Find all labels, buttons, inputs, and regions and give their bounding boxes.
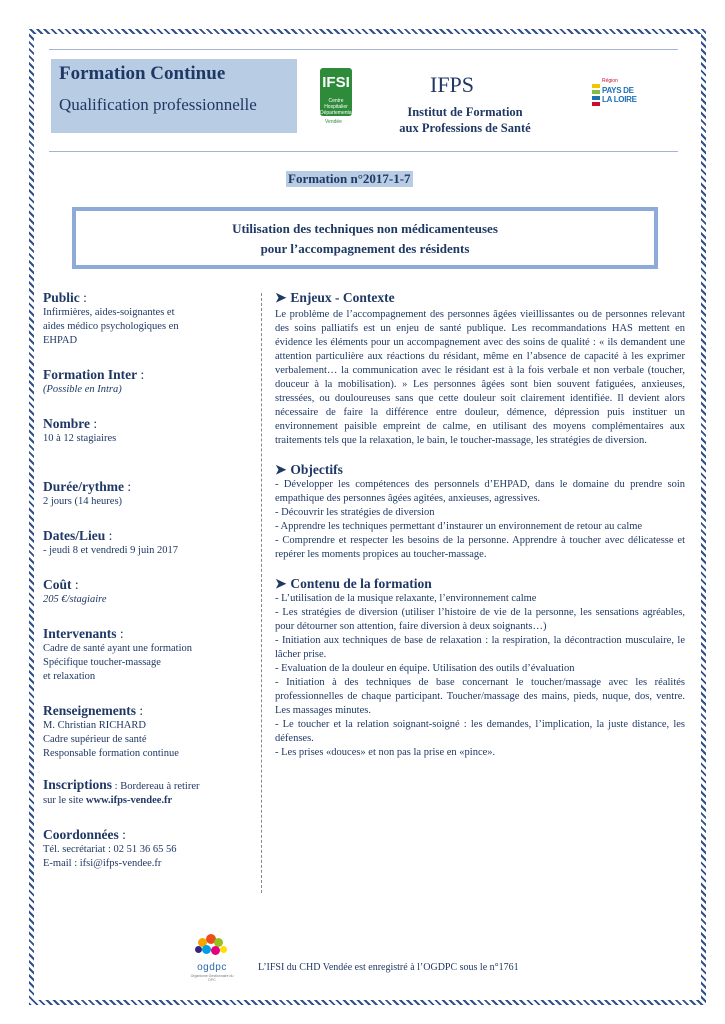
course-title-line-1: Utilisation des techniques non médicamenteuses [232, 221, 498, 236]
coordonnees-phone: Tél. secrétariat : 02 51 36 65 56 [43, 844, 177, 855]
header-divider [49, 151, 678, 152]
enjeux-heading-label: Enjeux - Contexte [290, 290, 395, 305]
renseignements-line: Responsable formation continue [43, 748, 179, 759]
public-line: aides médico psychologiques en [43, 321, 179, 332]
public-heading: Public : [43, 290, 87, 305]
ifps-title: IFPS [430, 72, 475, 97]
region-name: PAYS DE LA LOIRE [602, 86, 637, 104]
box-title: Formation Continue [59, 63, 226, 84]
coordonnees-heading-label: Coordonnées [43, 827, 119, 842]
enjeux-text: Le problème de l’accompagnement des personnes âgées vieillissantes ou de personnes relevant des soins palliatifs est un enjeu de santé publique. Les recommandations HAS mettent en évidence les éléments pour un accompagnement avec des soins de qualité : « ils demandent une attention particulière aux réactions du résidant, même en l’absence de capacité à les exprimer verbalement… la communication avec le résidant est à la fois verbale et non verbale (toucher, douceur à la mobilisation). » Les personnes âgées sont bien souvent fatiguées, anxieuses, stressées, ou douloureuses sans que cette douleur soit clairement identifiée. Il devient alors nécessaire de faire la différence entre douleur, démence, dépression puis instituer un environnement paisible empreint de calme, en utilisant des moyens complémentaires aux traitements tels que la relaxation, le bain, le toucher-massage, les stratégies de diversion. [275, 309, 685, 446]
public-heading-label: Public [43, 290, 80, 305]
nombre-text: 10 à 12 stagiaires [43, 433, 117, 444]
right-column [275, 290, 685, 760]
contenu-item: - Les stratégies de diversion (utiliser l’histoire de vie de la personne, les sensations agréables, pour détourner son attention, faire diversion à deux soignants…) [275, 607, 685, 632]
renseignements-line: Cadre supérieur de santé [43, 734, 147, 745]
inscriptions-line-2 [43, 794, 258, 808]
contenu-item: - Les prises «douces» et non pas la prise en «pince». [275, 747, 496, 758]
formation-continue-box [51, 59, 297, 133]
footer-note: L’IFSI du CHD Vendée est enregistré à l’OGDPC sous le n°1761 [258, 962, 519, 973]
nombre-heading-label: Nombre [43, 416, 90, 431]
duree-text: 2 jours (14 heures) [43, 496, 123, 507]
inter-heading: Formation Inter : [43, 367, 145, 382]
arrow-icon: ➤ [275, 290, 287, 305]
ifsi-logo [320, 68, 352, 116]
renseignements-heading-label: Renseignements [43, 703, 136, 718]
duree-heading: Durée/rythme : [43, 479, 132, 494]
formation-number: Formation n°2017-1-7 [288, 171, 411, 186]
inter-heading-label: Formation Inter [43, 367, 138, 382]
public-line: EHPAD [43, 335, 78, 346]
coordonnees-heading: Coordonnées : [43, 827, 126, 842]
contenu-heading [275, 576, 685, 592]
box-subtitle: Qualification professionnelle [59, 95, 257, 114]
region-label: Région [602, 78, 618, 84]
inscriptions-heading: Inscriptions [43, 777, 113, 792]
dates-heading-label: Dates/Lieu [43, 528, 106, 543]
inter-text: (Possible en Intra) [43, 384, 122, 395]
dates-text: - jeudi 8 et vendredi 9 juin 2017 [43, 545, 179, 556]
course-title-box [72, 207, 658, 269]
objectifs-heading-label: Objectifs [290, 462, 343, 477]
coordonnees-email: E-mail : ifsi@ifps-vendee.fr [43, 858, 162, 869]
inscriptions-inline: : Bordereau à retirer [112, 781, 200, 792]
dates-heading: Dates/Lieu : [43, 528, 113, 543]
course-title [76, 219, 654, 259]
inscriptions-prefix: sur le site [43, 795, 86, 806]
ogdpc-logo-text: ogdpc [197, 962, 227, 973]
ifsi-logo-letters: IFSI [322, 74, 350, 91]
cout-text: 205 €/stagiaire [43, 594, 107, 605]
ifsi-logo-caption: Vendée [325, 119, 342, 125]
objectifs-heading [275, 462, 685, 478]
cout-heading: Coût : [43, 577, 79, 592]
ifsi-logo-text: Centre Hospitalier Départemental [320, 98, 353, 116]
contenu-item: - Initiation à des techniques de base concernant le toucher/massage avec les réalités professionnelles de chaque participant. Toucher/massage des mains, pieds, nuque, dos, ventre. Les massages minutes. [275, 677, 685, 716]
renseignements-heading: Renseignements : [43, 703, 144, 718]
region-logo-bars [592, 84, 600, 108]
left-column [43, 290, 258, 871]
intervenants-line: et relaxation [43, 671, 96, 682]
nombre-heading: Nombre : [43, 416, 98, 431]
objectifs-item: - Comprendre et respecter les besoins de la personne. Apprendre à toucher avec délicatesse et repérer les moments propices au toucher-massage. [275, 535, 685, 560]
arrow-icon: ➤ [275, 576, 287, 591]
institute-name [380, 104, 550, 136]
intervenants-line: Spécifique toucher-massage [43, 657, 161, 668]
pays-de-la-loire-logo [592, 78, 644, 108]
inscriptions-block [43, 776, 258, 794]
intervenants-heading: Intervenants : [43, 626, 124, 641]
renseignements-line: M. Christian RICHARD [43, 720, 146, 731]
public-line: Infirmières, aides-soignantes et [43, 307, 175, 318]
inscriptions-site-link[interactable]: www.ifps-vendee.fr [85, 795, 173, 806]
contenu-item: - Evaluation de la douleur en équipe. Utilisation des outils d’évaluation [275, 663, 575, 674]
duree-heading-label: Durée/rythme [43, 479, 124, 494]
objectifs-item: - Apprendre les techniques permettant d’instaurer un environnement de retour au calme [275, 521, 643, 532]
contenu-item: - L’utilisation de la musique relaxante, l’environnement calme [275, 593, 537, 604]
ogdpc-logo-subtext: Organisme Gestionnaire du DPC [190, 974, 234, 982]
contenu-heading-label: Contenu de la formation [290, 576, 432, 591]
top-divider [49, 49, 678, 50]
objectifs-item: - Développer les compétences des personnels d’EHPAD, dans le domaine du prendre soin empathique des personnes âgées agitées, anxieuses, agressives. [275, 479, 685, 504]
institute-line-2: aux Professions de Santé [399, 121, 531, 135]
intervenants-line: Cadre de santé ayant une formation [43, 643, 192, 654]
column-separator [261, 293, 262, 893]
contenu-item: - Le toucher et la relation soignant-soigné : les demandes, l’implication, la juste distance, les défenses. [275, 719, 685, 744]
cout-heading-label: Coût [43, 577, 72, 592]
intervenants-heading-label: Intervenants [43, 626, 117, 641]
contenu-item: - Initiation aux techniques de base de relaxation : la respiration, la décontraction musculaire, le lâcher prise. [275, 635, 685, 660]
objectifs-item: - Découvrir les stratégies de diversion [275, 507, 435, 518]
institute-line-1: Institut de Formation [407, 105, 523, 119]
course-title-line-2: pour l’accompagnement des résidents [260, 241, 470, 256]
arrow-icon: ➤ [275, 462, 287, 477]
enjeux-heading [275, 290, 685, 306]
